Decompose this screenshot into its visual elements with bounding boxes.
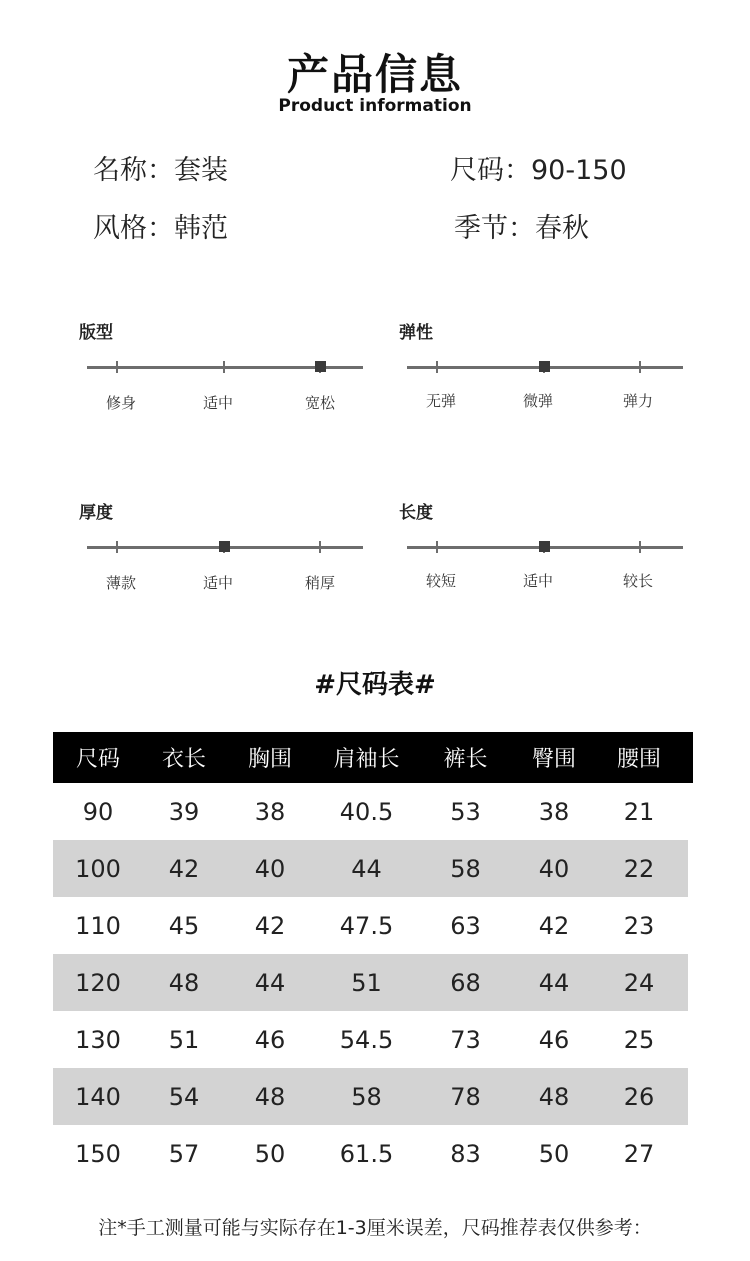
column-header: 裤长 bbox=[443, 747, 488, 772]
size-table-body bbox=[53, 783, 693, 1182]
table-cell: 38 bbox=[254, 797, 286, 826]
size-table-header bbox=[53, 732, 693, 783]
info-size: 尺码：90-150 bbox=[450, 155, 627, 186]
table-cell: 120 bbox=[75, 968, 121, 997]
scale-tick bbox=[116, 361, 118, 373]
scale-tick bbox=[436, 361, 438, 373]
scale-label: 无弹 bbox=[425, 392, 456, 410]
table-cell: 73 bbox=[450, 1025, 481, 1054]
column-header: 衣长 bbox=[161, 747, 206, 772]
table-row bbox=[53, 954, 688, 1011]
table-row bbox=[53, 1068, 688, 1125]
scale-label: 修身 bbox=[105, 394, 136, 412]
table-cell: 53 bbox=[450, 797, 481, 826]
table-cell: 25 bbox=[623, 1025, 655, 1054]
table-cell: 42 bbox=[254, 911, 286, 940]
table-cell: 51 bbox=[351, 968, 382, 997]
table-cell: 48 bbox=[538, 1082, 570, 1111]
scale-title: 弹性 bbox=[399, 323, 433, 343]
info-season: 季节：春秋 bbox=[454, 213, 589, 244]
table-row bbox=[53, 840, 688, 897]
column-header: 肩袖长 bbox=[333, 747, 400, 772]
table-cell: 58 bbox=[351, 1082, 382, 1111]
scale-label: 宽松 bbox=[304, 394, 335, 412]
scale-label: 稍厚 bbox=[304, 574, 335, 592]
table-cell: 83 bbox=[450, 1139, 481, 1168]
table-cell: 54 bbox=[168, 1082, 200, 1111]
table-cell: 48 bbox=[254, 1082, 286, 1111]
table-cell: 44 bbox=[254, 968, 286, 997]
table-cell: 45 bbox=[168, 911, 200, 940]
scale-tick bbox=[319, 541, 321, 553]
scale-label: 较短 bbox=[425, 572, 456, 590]
table-cell: 50 bbox=[538, 1139, 570, 1168]
table-cell: 78 bbox=[450, 1082, 481, 1111]
scale-title: 版型 bbox=[79, 323, 113, 343]
table-cell: 23 bbox=[623, 911, 655, 940]
table-cell: 63 bbox=[450, 911, 481, 940]
column-header: 胸围 bbox=[247, 747, 292, 772]
scale-label: 适中 bbox=[202, 574, 233, 592]
scale-marker bbox=[539, 361, 550, 372]
table-cell: 21 bbox=[623, 797, 655, 826]
scale-tick bbox=[639, 361, 641, 373]
info-name: 名称：套装 bbox=[93, 155, 228, 186]
table-cell: 40.5 bbox=[339, 797, 394, 826]
info-style: 风格：韩范 bbox=[93, 213, 228, 244]
table-cell: 48 bbox=[168, 968, 200, 997]
table-cell: 26 bbox=[623, 1082, 655, 1111]
table-row bbox=[53, 1125, 693, 1182]
scale-label: 薄款 bbox=[105, 574, 136, 592]
table-cell: 57 bbox=[168, 1139, 200, 1168]
table-cell: 44 bbox=[538, 968, 570, 997]
table-cell: 46 bbox=[254, 1025, 286, 1054]
page-title: 产品信息 bbox=[286, 50, 463, 99]
table-cell: 24 bbox=[623, 968, 655, 997]
table-cell: 42 bbox=[538, 911, 570, 940]
scale-title: 厚度 bbox=[79, 503, 113, 523]
scale-tick bbox=[116, 541, 118, 553]
scale-label: 微弹 bbox=[522, 392, 553, 410]
column-header: 臀围 bbox=[531, 747, 576, 772]
measurement-note: 注*手工测量可能与实际存在1-3厘米误差，尺码推荐表仅供参考： bbox=[98, 1217, 652, 1239]
scale-label: 适中 bbox=[522, 572, 553, 590]
scale-thickness bbox=[79, 498, 359, 608]
scale-title: 长度 bbox=[399, 503, 433, 523]
scale-marker bbox=[219, 541, 230, 552]
column-header: 腰围 bbox=[616, 747, 661, 772]
table-row bbox=[53, 1011, 693, 1068]
table-cell: 110 bbox=[75, 911, 121, 940]
table-cell: 22 bbox=[623, 854, 655, 883]
scale-label: 较长 bbox=[622, 572, 653, 590]
scale-elasticity bbox=[399, 318, 679, 428]
table-row bbox=[53, 897, 693, 954]
table-cell: 61.5 bbox=[339, 1139, 394, 1168]
column-header: 尺码 bbox=[75, 747, 120, 772]
table-cell: 38 bbox=[538, 797, 570, 826]
table-cell: 90 bbox=[82, 797, 114, 826]
scale-label: 适中 bbox=[202, 394, 233, 412]
table-cell: 42 bbox=[168, 854, 200, 883]
page-subtitle: Product information bbox=[278, 96, 472, 116]
table-cell: 130 bbox=[75, 1025, 121, 1054]
scale-marker bbox=[315, 361, 326, 372]
table-cell: 44 bbox=[351, 854, 382, 883]
size-chart-title: #尺码表# bbox=[314, 670, 436, 700]
table-cell: 68 bbox=[450, 968, 481, 997]
table-cell: 46 bbox=[538, 1025, 570, 1054]
table-cell: 50 bbox=[254, 1139, 286, 1168]
table-cell: 40 bbox=[254, 854, 286, 883]
scale-label: 弹力 bbox=[622, 392, 653, 410]
table-cell: 27 bbox=[623, 1139, 655, 1168]
scale-tick bbox=[223, 361, 225, 373]
size-table bbox=[53, 732, 693, 1182]
table-cell: 100 bbox=[75, 854, 121, 883]
table-cell: 58 bbox=[450, 854, 481, 883]
scale-tick bbox=[639, 541, 641, 553]
table-cell: 51 bbox=[168, 1025, 200, 1054]
scale-length bbox=[399, 498, 679, 608]
table-cell: 39 bbox=[168, 797, 200, 826]
table-cell: 40 bbox=[538, 854, 570, 883]
table-cell: 140 bbox=[75, 1082, 121, 1111]
scale-marker bbox=[539, 541, 550, 552]
scale-tick bbox=[436, 541, 438, 553]
table-cell: 47.5 bbox=[339, 911, 394, 940]
table-row bbox=[53, 783, 693, 840]
scale-fit bbox=[79, 318, 359, 428]
table-cell: 54.5 bbox=[339, 1025, 394, 1054]
table-cell: 150 bbox=[75, 1139, 121, 1168]
